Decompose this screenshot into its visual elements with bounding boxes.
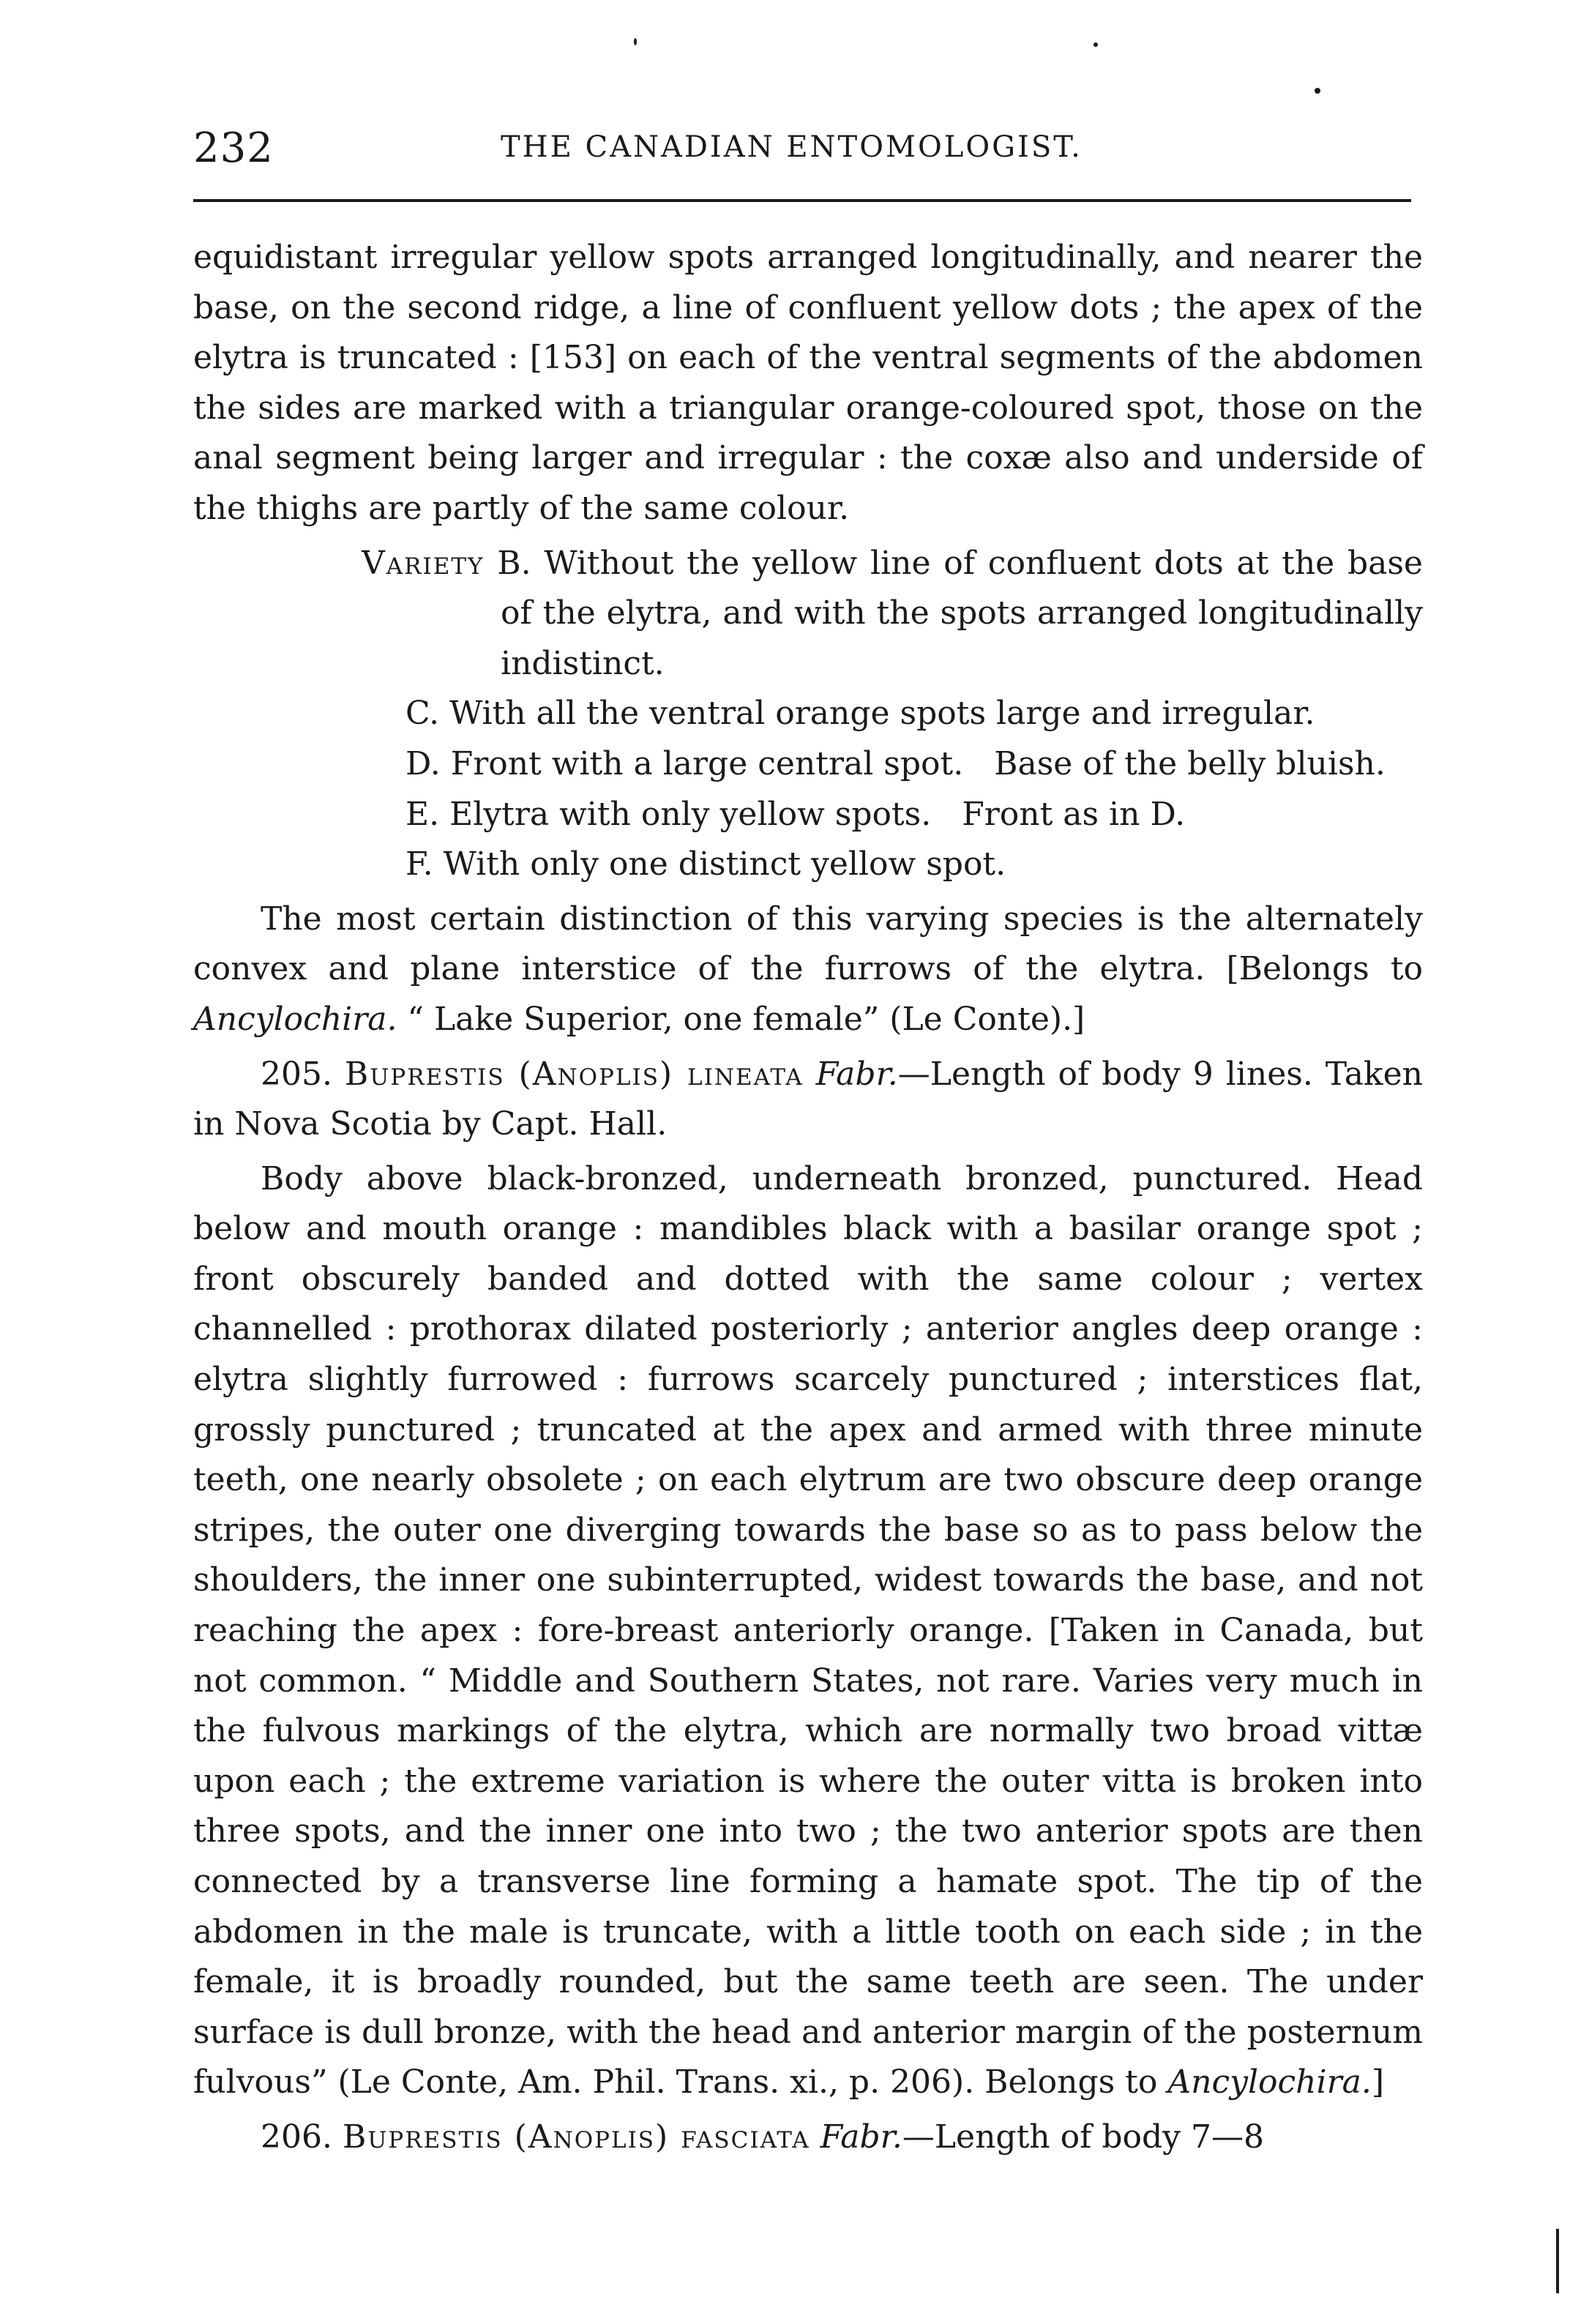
variety-e	[193, 790, 1423, 840]
variety-text: With only one distinct yellow spot.	[443, 845, 1006, 883]
header-rule	[193, 199, 1411, 202]
species-details: —Length of body 9 lines. Taken in Nova Scotia by Capt. Hall.	[193, 1055, 1423, 1143]
distinction-paragraph	[193, 894, 1423, 1045]
species-number: 205.	[261, 1055, 332, 1093]
page-edge-mark	[1556, 2229, 1559, 2293]
variety-text: Without the yellow line of confluent dots at the base of the elytra, and with the spots arranged longitudinally indistinct.	[501, 544, 1423, 682]
description-text: Body above black-bronzed, underneath bronzed, punctured. Head below and mouth orange : mandibles black with a basilar orange spot ; front obscurely banded and dotted with the same colour ; vertex channelled : prothorax dilated posteriorly ; anterior angles deep orange : elytra slightly furrowed : furrows scarcely punctured ; interstices flat, grossly punctured ; truncated at the apex and armed with three minute teeth, one nearly obsolete ; on each elytrum are two obscure deep orange stripes, the outer one diverging towards the base so as to pass below the shoulders, the inner one subinterrupted, widest towards the base, and not reaching the apex : fore-breast anteriorly orange. [Taken in Canada, but not common. “ Middle and Southern States, not rare. Varies very much in the fulvous markings of the elytra, which are normally two broad vittæ upon each ; the extreme variation is where the outer vitta is broken into three spots, and the inner one into two ; the two anterior spots are then connected by a transverse line forming a hamate spot. The tip of the abdomen in the male is truncate, with a little tooth on each side ; in the female, it is broadly rounded, but the same teeth are seen. The under surface is dull bronze, with the head and anterior margin of the posternum fulvous” (Le Conte, Am. Phil. Trans. xi., p. 206). Belongs to	[193, 1159, 1423, 2101]
species-details: —Length of body 7—8	[902, 2118, 1264, 2156]
genus-name: Ancylochira.	[193, 1000, 397, 1038]
page-header	[193, 124, 1423, 183]
distinction-quote: “ Lake Superior, one female” (Le Conte).]	[407, 1000, 1085, 1038]
variety-letter: D.	[405, 744, 441, 782]
species-author: Fabr.	[820, 2118, 902, 2156]
species-205-description	[193, 1154, 1423, 2108]
variety-text: Front with a large central spot. Base of the belly bluish.	[450, 744, 1386, 782]
paragraph-continuation: equidistant irregular yellow spots arranged longitudinally, and nearer the base, on the second ridge, a line of confluent yellow dots ; the apex of the elytra is truncated : [153] on each of the ventral segments of the abdomen the sides are marked with a triangular orange-coloured spot, those on the anal segment being larger and irregular : the coxæ also and underside of the thighs are partly of the same colour.	[193, 239, 1423, 527]
running-title: THE CANADIAN ENTOMOLOGIST.	[501, 130, 1083, 164]
variety-letter: C.	[405, 695, 440, 733]
page-number: 232	[193, 124, 274, 172]
variety-letter: B.	[497, 544, 531, 582]
variety-text: Elytra with only yellow spots. Front as in D.	[449, 795, 1186, 833]
variety-letter: E.	[405, 795, 440, 833]
species-name: Buprestis (Anoplis) fasciata	[342, 2118, 810, 2156]
species-206-heading	[193, 2112, 1423, 2163]
variety-b	[193, 539, 1423, 690]
variety-f	[193, 840, 1423, 890]
variety-d	[193, 739, 1423, 790]
variety-letter: F.	[405, 845, 433, 883]
body-text	[193, 233, 1423, 2163]
print-speck	[1094, 42, 1098, 47]
print-speck	[634, 38, 637, 45]
variety-c	[193, 689, 1423, 739]
variety-text: With all the ventral orange spots large and irregular.	[449, 695, 1315, 733]
print-speck	[1315, 88, 1320, 94]
species-author: Fabr.	[815, 1055, 898, 1093]
variety-label: Variety	[362, 544, 485, 582]
species-205-heading	[193, 1050, 1423, 1150]
closing-bracket: ]	[1371, 2063, 1385, 2101]
distinction-text: The most certain distinction of this varying species is the alternately convex and plane interstice of the furrows of the elytra. [Belongs to	[193, 900, 1423, 988]
species-name: Buprestis (Anoplis) lineata	[344, 1055, 804, 1093]
genus-name: Ancylochira.	[1167, 2063, 1372, 2101]
species-number: 206.	[261, 2118, 332, 2156]
